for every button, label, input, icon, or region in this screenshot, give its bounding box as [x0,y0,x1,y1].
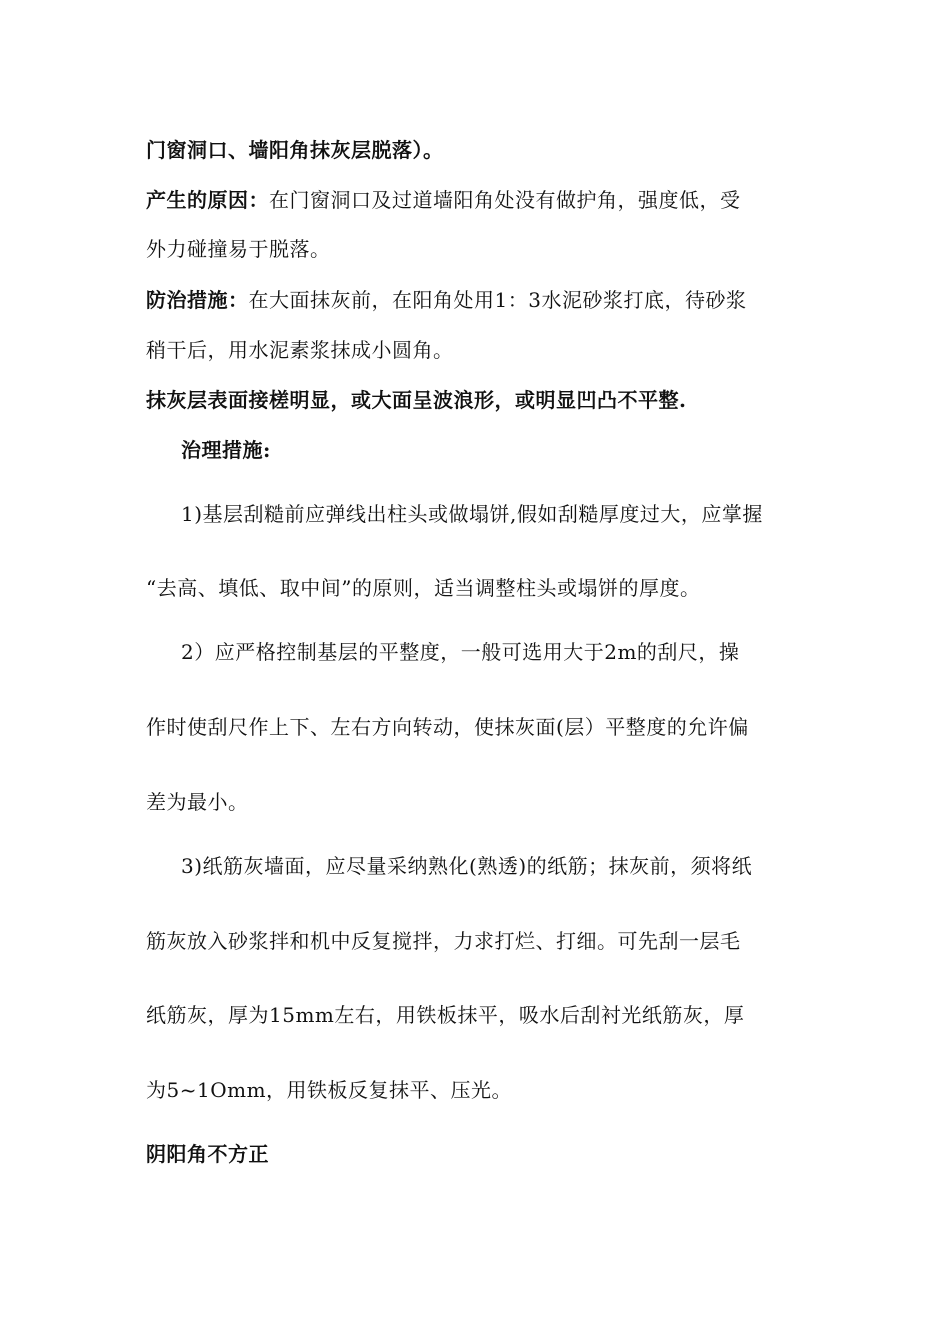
prevention-label: 防治措施： [146,288,249,312]
remedy-item-2-line-3: 差为最小。 [146,790,249,814]
cause-paragraph-line-1 [146,186,741,214]
prevention-paragraph-line-2: 稍干后，用水泥素浆抹成小圆角。 [146,338,454,362]
remedy-item-1-line-1: 1)基层刮糙前应弹线出柱头或做塌饼,假如刮糙厚度过大，应掌握 [181,502,763,526]
remedy-item-3-line-2: 筋灰放入砂浆拌和机中反复搅拌，力求打烂、打细。可先刮一层毛 [146,929,741,953]
remedy-item-1-line-2: “去高、填低、取中间”的原则，适当调整柱头或塌饼的厚度。 [146,576,701,600]
remedy-item-2-line-1: 2）应严格控制基层的平整度，一般可选用大于2m的刮尺，操 [181,640,740,664]
remedy-item-2-line-2: 作时使刮尺作上下、左右方向转动，使抹灰面(层）平整度的允许偏 [146,715,749,739]
section-heading-surface-defects: 抹灰层表面接槎明显，或大面呈波浪形，或明显凹凸不平整. [146,388,687,412]
section-heading-fragment: 门窗洞口、墙阳角抹灰层脱落）。 [146,138,444,162]
prevention-paragraph-line-1 [146,286,746,314]
remedy-item-3-line-4: 为5~1Omm，用铁板反复抹平、压光。 [146,1078,513,1102]
cause-label: 产生的原因： [146,188,269,212]
cause-paragraph-line-2: 外力碰撞易于脱落。 [146,237,331,261]
remedy-item-3-line-3: 纸筋灰，厚为15mm左右，用铁板抹平，吸水后刮衬光纸筋灰，厚 [146,1003,745,1027]
prevention-text: 在大面抹灰前，在阳角处用1：3水泥砂浆打底，待砂浆 [248,288,747,312]
remedy-item-3-line-1: 3)纸筋灰墙面，应尽量采纳熟化(熟透)的纸筋；抹灰前，须将纸 [181,854,753,878]
remedy-subheading: 治理措施: [181,438,271,462]
cause-text: 在门窗洞口及过道墙阳角处没有做护角，强度低，受 [269,188,741,212]
section-heading-corners: 阴阳角不方正 [146,1142,269,1166]
